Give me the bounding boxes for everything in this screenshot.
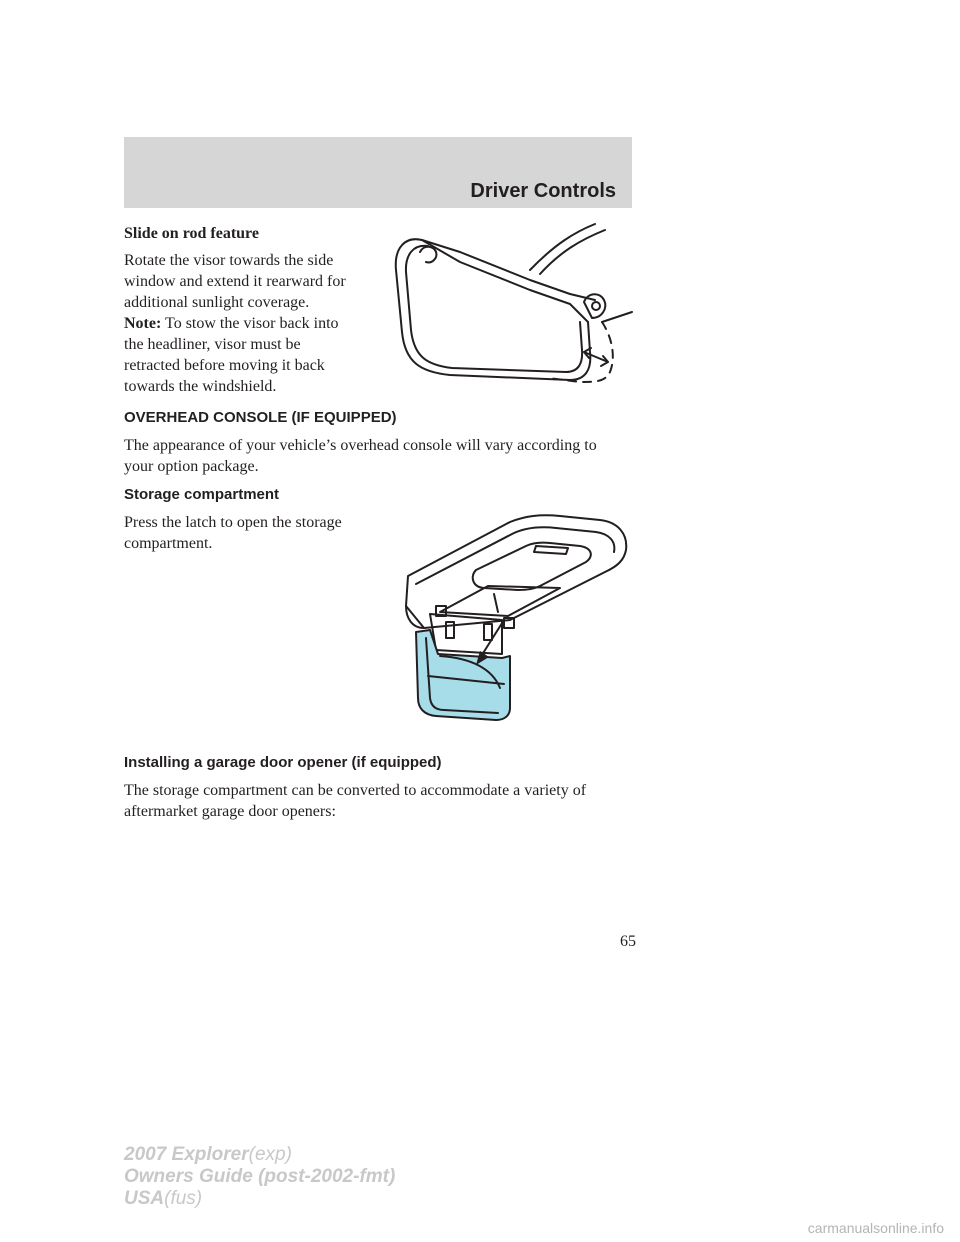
- rod-pivot: [592, 302, 600, 310]
- latch-tab-right: [484, 624, 492, 640]
- pillar-line: [602, 312, 632, 322]
- watermark: carmanualsonline.info: [807, 1220, 944, 1236]
- overhead-body-line: The appearance of your vehicle’s overhead console will vary according to: [124, 437, 597, 454]
- visor-body: [124, 250, 346, 313]
- latch-mark: [494, 594, 498, 612]
- storage-body: [124, 512, 342, 554]
- footer-model-code: (exp): [248, 1144, 292, 1165]
- visor-body-line: additional sunlight coverage.: [124, 294, 310, 311]
- document-footer: [124, 1144, 395, 1210]
- storage-body-line: Press the latch to open the storage: [124, 514, 342, 531]
- hook-clip: [420, 247, 436, 263]
- visor-note-line: towards the windshield.: [124, 378, 277, 395]
- section-title: Driver Controls: [470, 180, 616, 202]
- visor-note-line: retracted before moving it back: [124, 357, 325, 374]
- visor-note-line: the headliner, visor must be: [124, 336, 301, 353]
- garage-body-line: The storage compartment can be converted to accommodate a variety of: [124, 782, 587, 799]
- page-number: 65: [620, 933, 636, 950]
- storage-heading: Storage compartment: [124, 486, 280, 503]
- note-text: To stow the visor back into: [165, 315, 339, 332]
- footer-market-code: (fus): [164, 1188, 203, 1209]
- overhead-console-illustration: [400, 508, 640, 723]
- footer-model: 2007 Explorer: [124, 1144, 249, 1165]
- note-label: Note:: [124, 315, 162, 332]
- visor-heading: Slide on rod feature: [124, 225, 259, 242]
- overhead-console-heading: OVERHEAD CONSOLE (IF EQUIPPED): [124, 409, 397, 426]
- rod-bracket: [584, 294, 605, 318]
- lens-tab: [534, 546, 568, 554]
- footer-market: USA: [124, 1188, 165, 1209]
- footer-line-2: Owners Guide (post-2002-fmt): [124, 1166, 396, 1187]
- visor-body-line: Rotate the visor towards the side: [124, 252, 334, 269]
- garage-body-line: aftermarket garage door openers:: [124, 803, 336, 820]
- latch-opening: [440, 586, 560, 616]
- console-lens: [473, 543, 591, 590]
- windshield-line-2: [530, 224, 595, 270]
- storage-body-line: compartment.: [124, 535, 213, 552]
- visor-illustration: [380, 222, 640, 392]
- footer-line-1: [124, 1144, 395, 1166]
- visor-note-first-line: [124, 313, 339, 334]
- garage-opener-heading: Installing a garage door opener (if equipped): [124, 754, 442, 771]
- visor-note: [124, 313, 339, 397]
- section-header-band: [124, 137, 632, 208]
- garage-opener-body: [124, 780, 644, 822]
- footer-line-3: [124, 1188, 395, 1210]
- visor-body-line: window and extend it rearward for: [124, 273, 346, 290]
- overhead-console-body: [124, 435, 644, 477]
- overhead-body-line: your option package.: [124, 458, 259, 475]
- open-compartment-door: [416, 630, 510, 720]
